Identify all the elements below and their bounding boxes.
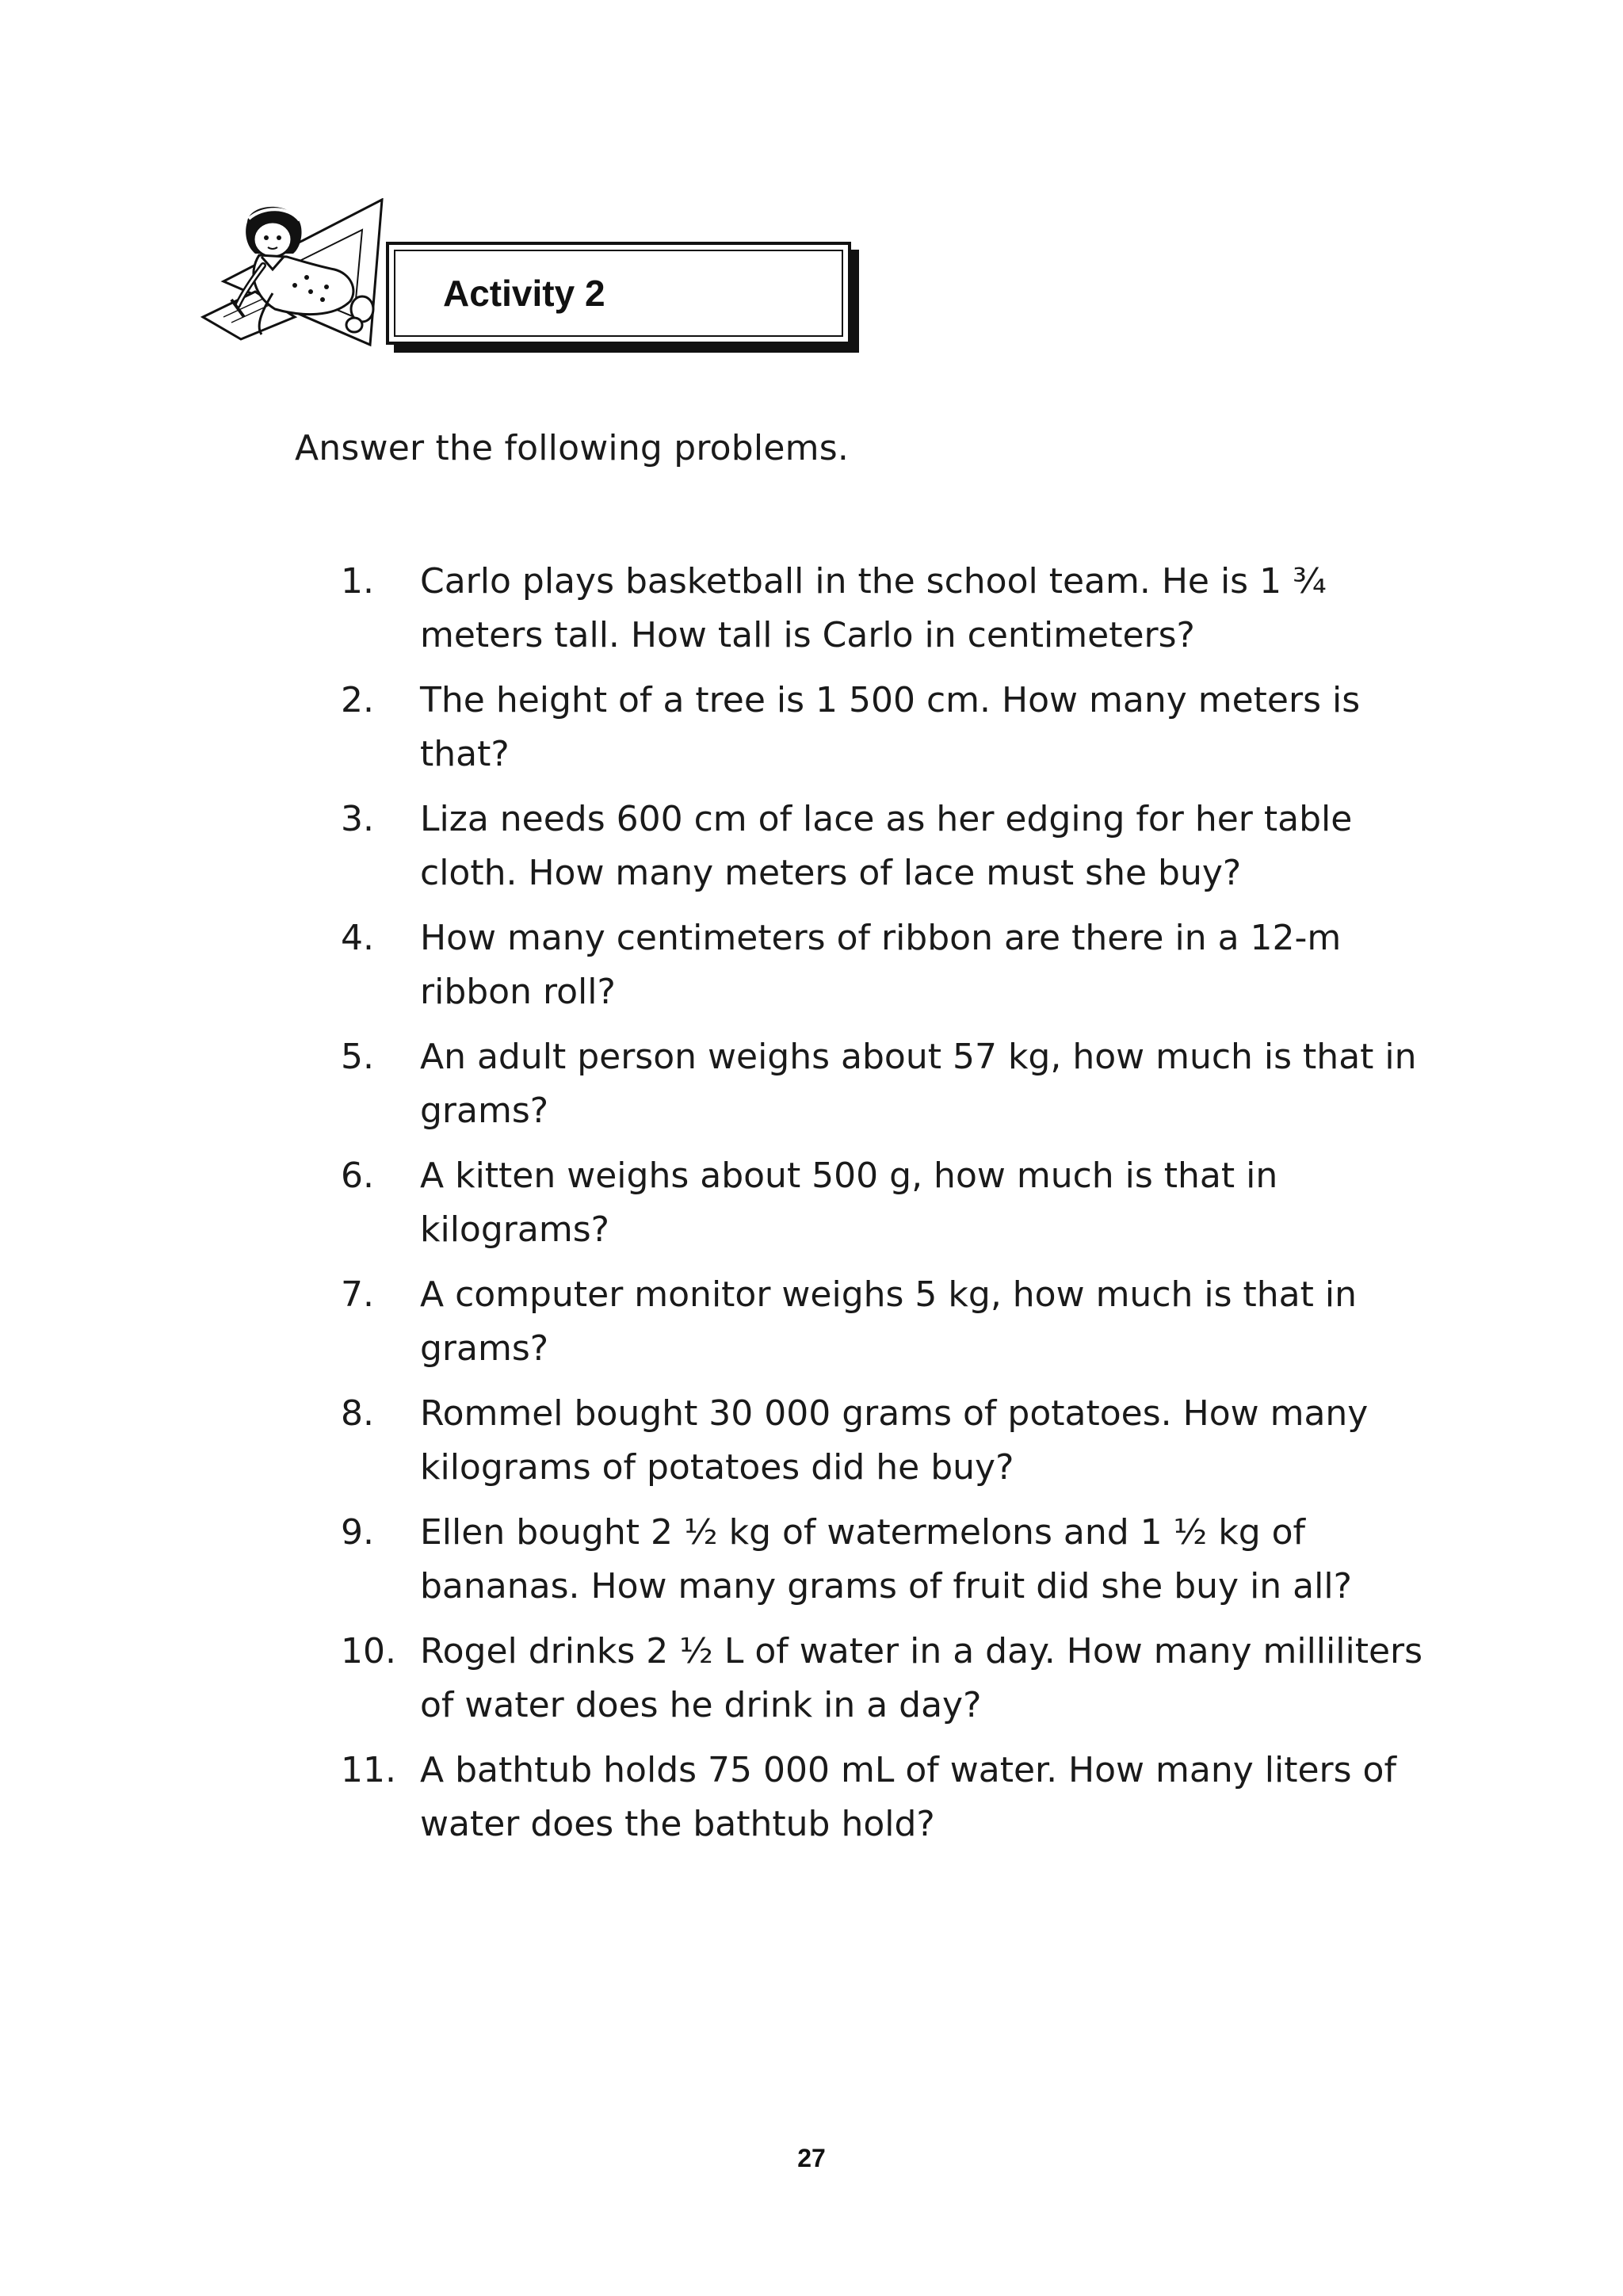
list-item xyxy=(341,1506,1442,1614)
activity-header xyxy=(200,198,675,357)
problem-text: How many centimeters of ribbon are there in a 12-m ribbon roll? xyxy=(420,918,1342,1012)
list-item xyxy=(341,1268,1442,1376)
list-item xyxy=(341,1149,1442,1257)
problem-text: A computer monitor weighs 5 kg, how much is that in grams? xyxy=(420,1274,1357,1369)
problem-number: 2. xyxy=(341,680,374,720)
list-item xyxy=(341,1625,1442,1733)
list-item xyxy=(341,555,1442,663)
problem-number: 8. xyxy=(341,1393,374,1434)
problem-number: 11. xyxy=(341,1750,396,1790)
problem-text: Ellen bought 2 ½ kg of watermelons and 1 ½ kg of bananas. How many grams of fruit did she buy in all? xyxy=(420,1512,1352,1606)
list-item xyxy=(341,793,1442,900)
problem-text: Carlo plays basketball in the school team. He is 1 ¾ meters tall. How tall is Carlo in centimeters? xyxy=(420,561,1327,655)
list-item xyxy=(341,1387,1442,1495)
problem-number: 5. xyxy=(341,1037,374,1077)
problem-number: 4. xyxy=(341,918,374,958)
activity-title-box xyxy=(386,242,851,345)
problem-text: Rogel drinks 2 ½ L of water in a day. How many milliliters of water does he drink in a day? xyxy=(420,1631,1423,1725)
problem-text: An adult person weighs about 57 kg, how much is that in grams? xyxy=(420,1037,1417,1131)
girl-drawing-illustration xyxy=(200,198,390,357)
activity-title: Activity 2 xyxy=(443,273,605,314)
problem-list xyxy=(341,555,1442,1862)
problem-number: 7. xyxy=(341,1274,374,1315)
instruction-text: Answer the following problems. xyxy=(295,428,849,468)
problem-text: A kitten weighs about 500 g, how much is that in kilograms? xyxy=(420,1156,1278,1250)
list-item xyxy=(341,1030,1442,1138)
problem-text: Liza needs 600 cm of lace as her edging for her table cloth. How many meters of lace must she buy? xyxy=(420,799,1353,893)
problem-number: 10. xyxy=(341,1631,396,1671)
problem-number: 1. xyxy=(341,561,374,602)
problem-text: A bathtub holds 75 000 mL of water. How many liters of water does the bathtub hold? xyxy=(420,1750,1396,1844)
problem-number: 6. xyxy=(341,1156,374,1196)
page-number: 27 xyxy=(797,2144,826,2172)
list-item xyxy=(341,1744,1442,1851)
problem-number: 9. xyxy=(341,1512,374,1553)
problem-text: The height of a tree is 1 500 cm. How many meters is that? xyxy=(420,680,1361,774)
list-item xyxy=(341,911,1442,1019)
list-item xyxy=(341,674,1442,781)
problem-number: 3. xyxy=(341,799,374,839)
problem-text: Rommel bought 30 000 grams of potatoes. How many kilograms of potatoes did he buy? xyxy=(420,1393,1369,1488)
